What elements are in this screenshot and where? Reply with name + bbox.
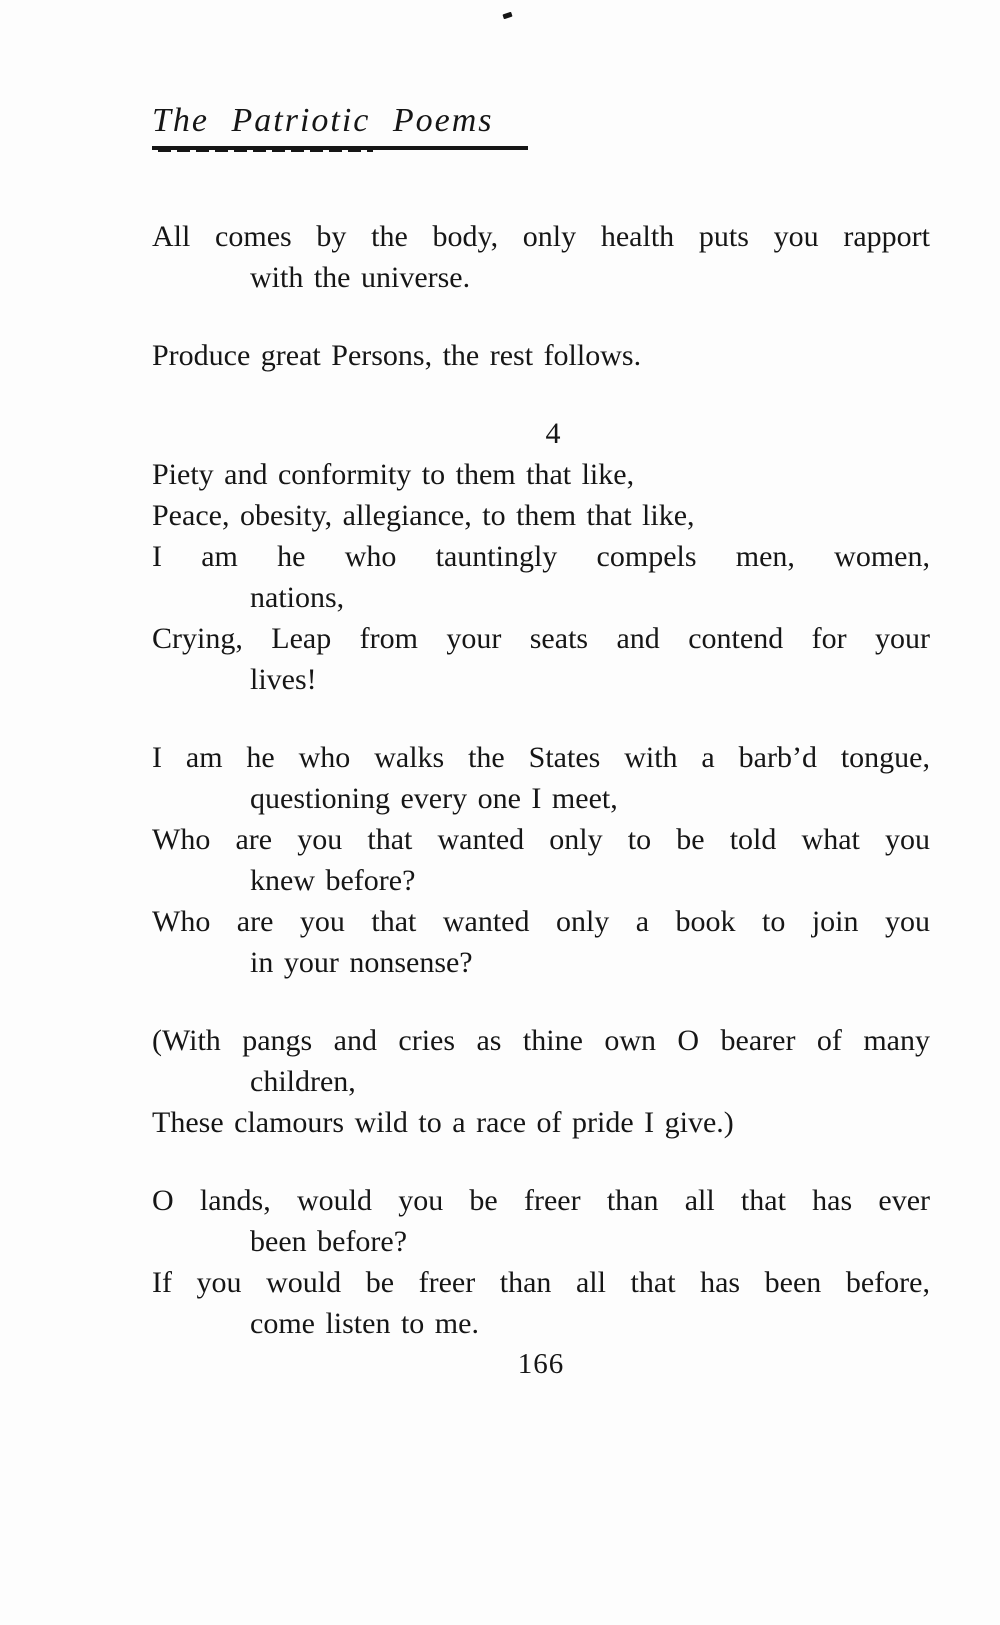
poem-line: Peace, obesity, allegiance, to them that like,: [152, 498, 695, 532]
running-header: [152, 0, 930, 150]
poem-line: with the universe.: [250, 260, 471, 294]
poem-line: Piety and conformity to them that like,: [152, 457, 635, 491]
poem-line: All comes by the body, only health puts you rapport: [152, 219, 930, 253]
poem-line: I am he who walks the States with a barb’d tongue,: [152, 740, 930, 774]
poem: [152, 216, 930, 1344]
stanza: [152, 216, 930, 298]
section-number: 4: [545, 416, 561, 450]
poem-line: Produce great Persons, the rest follows.: [152, 338, 642, 372]
stanza: [152, 335, 930, 376]
stanza: [152, 413, 930, 700]
poem-line: O lands, would you be freer than all that has ever: [152, 1183, 930, 1217]
poem-line: lives!: [250, 662, 317, 696]
poem-line: in your nonsense?: [250, 945, 473, 979]
poem-line: children,: [250, 1064, 356, 1098]
stanza: [152, 737, 930, 983]
stanza: [152, 1180, 930, 1344]
poem-line: I am he who tauntingly compels men, women,: [152, 539, 930, 573]
poem-line: If you would be freer than all that has been before,: [152, 1265, 930, 1299]
poem-line: been before?: [250, 1224, 408, 1258]
poem-line: questioning every one I meet,: [250, 781, 618, 815]
poem-line: (With pangs and cries as thine own O bearer of many: [152, 1023, 930, 1057]
poem-line: Who are you that wanted only to be told what you: [152, 822, 930, 856]
poem-line: nations,: [250, 580, 345, 614]
poem-line: knew before?: [250, 863, 416, 897]
poem-line: These clamours wild to a race of pride I give.): [152, 1105, 734, 1139]
page-number: 166: [517, 1347, 565, 1380]
poem-line: come listen to me.: [250, 1306, 479, 1340]
header-underline: [152, 146, 528, 150]
poem-line: Crying, Leap from your seats and contend for your: [152, 621, 930, 655]
stanza: [152, 1020, 930, 1143]
header-underline-smudge: [158, 149, 373, 152]
poem-line: Who are you that wanted only a book to join you: [152, 904, 930, 938]
running-header-title: The Patriotic Poems: [152, 102, 494, 139]
